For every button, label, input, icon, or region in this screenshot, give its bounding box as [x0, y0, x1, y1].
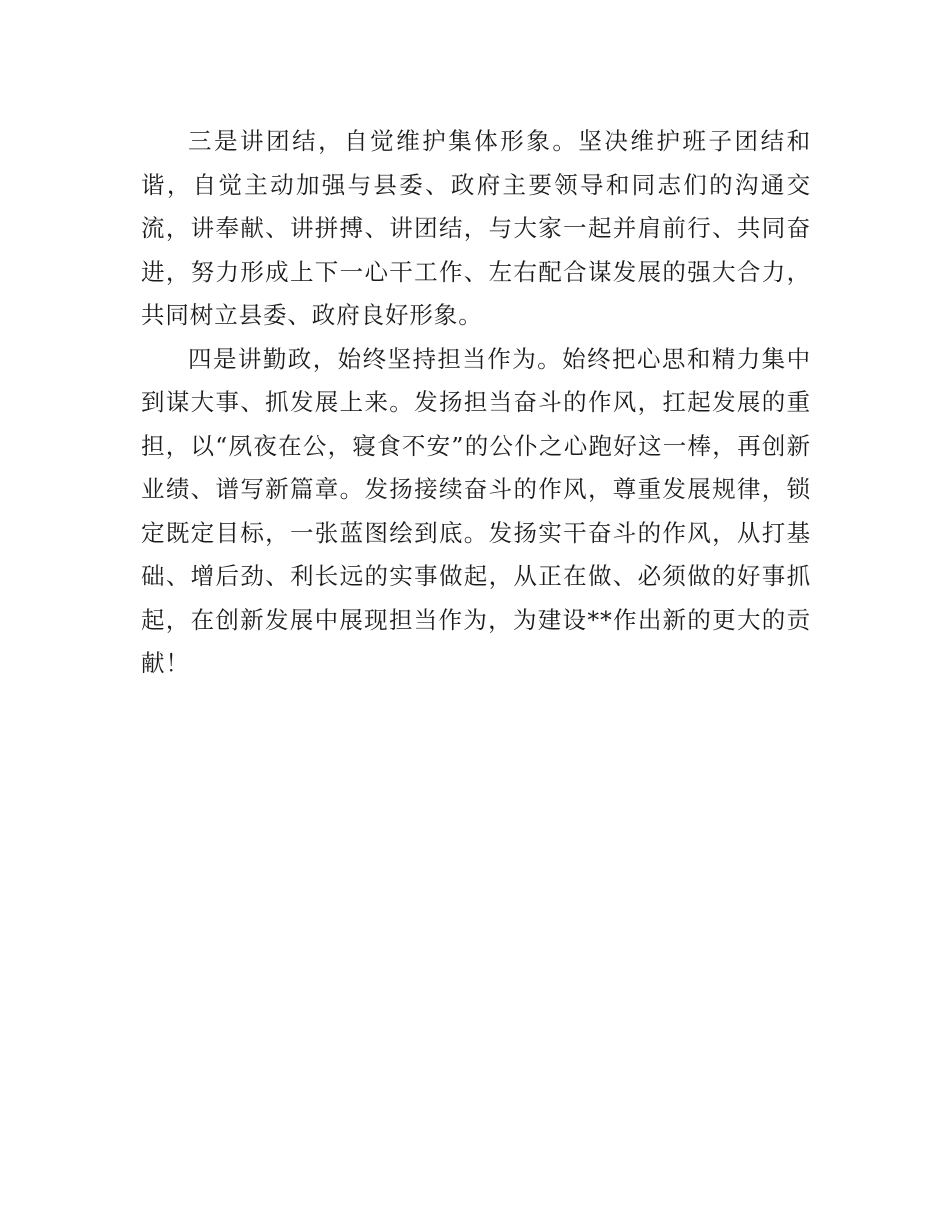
paragraph-diligence: 四是讲勤政，始终坚持担当作为。始终把心思和精力集中到谋大事、抓发展上来。发扬担当奋斗的作风，扛起发展的重担，以“夙夜在公，寝食不安”的公仆之心跑好这一棒，再创新业绩、谱写新篇章。发扬接续奋斗的作风，尊重发展规律，锁定既定目标，一张蓝图绘到底。发扬实干奋斗的作风，从打基础、增后劲、利长远的实事做起，从正在做、必须做的好事抓起，在创新发展中展现担当作为，为建设**作出新的更大的贡献！: [141, 344, 811, 677]
paragraph-unity: 三是讲团结，自觉维护集体形象。坚决维护班子团结和谐，自觉主动加强与县委、政府主要领导和同志们的沟通交流，讲奉献、讲拼搏、讲团结，与大家一起并肩前行、共同奋进，努力形成上下一心干工作、左右配合谋发展的强大合力，共同树立县委、政府良好形象。: [141, 127, 811, 329]
document-body: [141, 120, 811, 686]
